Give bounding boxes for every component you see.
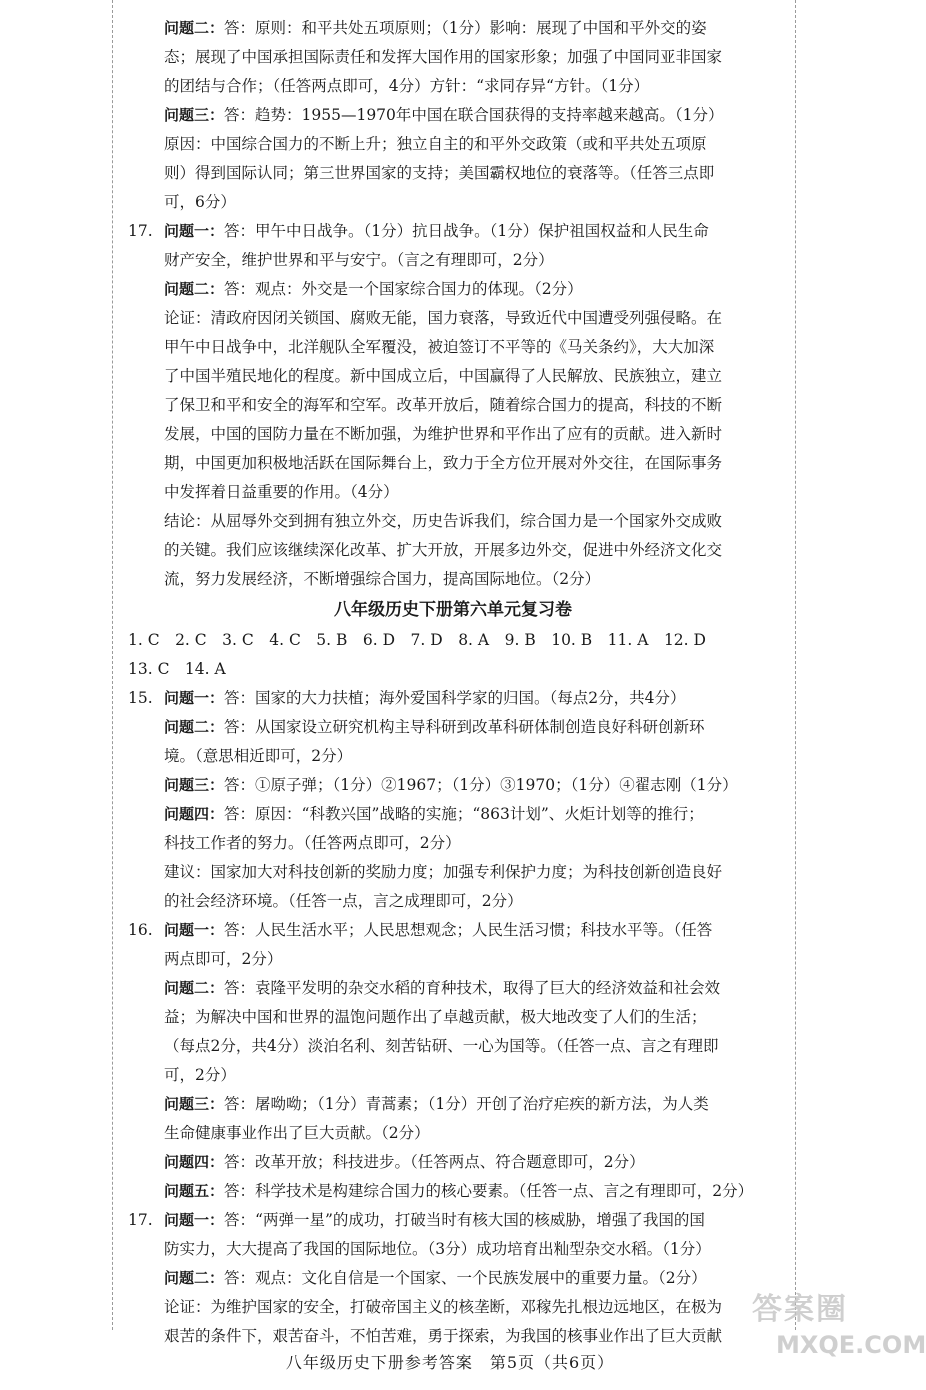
answer-line	[128, 130, 778, 159]
answer-text: 艰苦的条件下，艰苦奋斗，不怕苦难，勇于探索，为我国的核事业作出了巨大贡献	[164, 1327, 723, 1345]
answer-text: 建议：国家加大对科技创新的奖励力度；加强专利保护力度；为科技创新创造良好	[164, 863, 723, 881]
section-title: 八年级历史下册第六单元复习卷	[334, 600, 572, 620]
answer-text: 结论：从屈辱外交到拥有独立外交，历史告诉我们，综合国力是一个国家外交成败	[164, 512, 723, 530]
answer-line	[128, 800, 778, 829]
answer-line	[128, 858, 778, 887]
answer-text: 答：观点：外交是一个国家综合国力的体现。（2分）	[224, 280, 583, 298]
answer-text: 答：袁隆平发明的杂交水稻的育种技术，取得了巨大的经济效益和社会效	[224, 979, 721, 997]
question-label: 问题二：	[164, 979, 225, 997]
answer-line	[128, 246, 778, 275]
answer-line	[128, 1032, 778, 1061]
question-label: 问题二：	[164, 1269, 225, 1287]
answer-block-unit5	[128, 14, 778, 594]
watermark-text: 答案圈	[752, 1292, 848, 1327]
answer-text: 发展，中国的国防力量在不断加强，为维护世界和平作出了应有的贡献。进入新时	[164, 425, 723, 443]
answer-text: 答：趋势：1955—1970年中国在联合国获得的支持率越来越高。（1分）	[224, 106, 724, 124]
answer-line	[128, 713, 778, 742]
answer-text: 两点即可，2分）	[164, 950, 283, 968]
answer-line	[128, 945, 778, 974]
answer-line	[128, 742, 778, 771]
answer-line	[128, 420, 778, 449]
multiple-choice-answers	[128, 626, 778, 684]
answer-block-unit6	[128, 684, 778, 1351]
answer-text: 答：“两弹一星”的成功，打破当时有核大国的核威胁，增强了我国的国	[224, 1211, 705, 1229]
answer-text: 态；展现了中国承担国际责任和发挥大国作用的国家形象；加强了中国同亚非国家	[164, 48, 723, 66]
answer-text: 答：人民生活水平；人民思想观念；人民生活习惯；科技水平等。（任答	[224, 921, 713, 939]
answer-text: 的关键。我们应该继续深化改革、扩大开放，开展多边外交，促进中外经济文化交	[164, 541, 723, 559]
question-label: 问题一：	[164, 222, 225, 240]
answer-line	[128, 1264, 778, 1293]
question-number: 15.	[128, 689, 153, 707]
question-label: 问题三：	[164, 776, 225, 794]
question-label: 问题二：	[164, 19, 225, 37]
answer-text: 原因：中国综合国力的不断上升；独立自主的和平外交政策（或和平共处五项原	[164, 135, 707, 153]
answer-line	[128, 159, 778, 188]
mc-line: 13. C 14. A	[128, 660, 226, 678]
answer-line	[128, 72, 778, 101]
answer-line	[128, 362, 778, 391]
question-label: 问题三：	[164, 106, 225, 124]
answer-text: 论证：清政府因闭关锁国、腐败无能，国力衰落，导致近代中国遭受列强侵略。在	[164, 309, 723, 327]
answer-text: 论证：为维护国家的安全，打破帝国主义的核垄断，邓稼先扎根边远地区，在极为	[164, 1298, 723, 1316]
answer-line	[128, 684, 778, 713]
answer-text: 流，努力发展经济，不断增强综合国力，提高国际地位。（2分）	[164, 570, 601, 588]
question-label: 问题一：	[164, 689, 225, 707]
question-label: 问题三：	[164, 1095, 225, 1113]
answer-text: 的社会经济环境。（任答一点，言之成理即可，2分）	[164, 892, 523, 910]
question-number: 16.	[128, 921, 153, 939]
answer-line	[128, 275, 778, 304]
answer-line	[128, 101, 778, 130]
answer-text: 中发挥着日益重要的作用。（4分）	[164, 483, 399, 501]
answer-line	[128, 565, 778, 594]
answer-text: 境。（意思相近即可，2分）	[164, 747, 353, 765]
answer-text: 甲午中日战争中，北洋舰队全军覆没，被迫签订不平等的《马关条约》，大大加深	[164, 338, 715, 356]
answer-text: （每点2分，共4分）淡泊名利、刻苦钻研、一心为国等。（任答一点、言之有理即	[164, 1037, 719, 1055]
answer-text: 了保卫和平和安全的海军和空军。改革开放后，随着综合国力的提高，科技的不断	[164, 396, 723, 414]
answer-line	[128, 304, 778, 333]
mc-line: 1. C 2. C 3. C 4. C 5. B 6. D 7. D 8. A 9. B 10. B 11. A 12. D	[128, 631, 706, 649]
answer-text: 则）得到国际认同；第三世界国家的支持；美国霸权地位的衰落等。（任答三点即	[164, 164, 715, 182]
question-label: 问题四：	[164, 805, 225, 823]
question-label: 问题二：	[164, 718, 225, 736]
answer-line	[128, 1090, 778, 1119]
answer-line	[128, 217, 778, 246]
answer-line	[128, 887, 778, 916]
answer-content	[128, 14, 778, 1351]
answer-line	[128, 1235, 778, 1264]
answer-line	[128, 1322, 778, 1351]
answer-line	[128, 829, 778, 858]
answer-text: 答：甲午中日战争。（1分）抗日战争。（1分）保护祖国权益和人民生命	[224, 222, 709, 240]
question-label: 问题四：	[164, 1153, 225, 1171]
question-number: 17.	[128, 222, 153, 240]
answer-text: 益；为解决中国和世界的温饱问题作出了卓越贡献，极大地改变了人们的生活；	[164, 1008, 707, 1026]
answer-line	[128, 188, 778, 217]
watermark-logo	[752, 1290, 926, 1380]
question-label: 问题五：	[164, 1182, 225, 1200]
answer-line	[128, 43, 778, 72]
answer-line	[128, 478, 778, 507]
answer-line	[128, 1177, 778, 1206]
answer-line	[128, 1293, 778, 1322]
answer-line	[128, 1061, 778, 1090]
answer-line	[128, 1148, 778, 1177]
answer-line	[128, 1003, 778, 1032]
answer-line	[128, 916, 778, 945]
answer-line	[128, 536, 778, 565]
answer-line	[128, 14, 778, 43]
answer-text: 答：改革开放；科技进步。（任答两点、符合题意即可，2分）	[224, 1153, 645, 1171]
right-margin-line	[795, 0, 796, 1330]
answer-text: 答：国家的大力扶植；海外爱国科学家的归国。（每点2分，共4分）	[224, 689, 686, 707]
answer-line	[128, 1119, 778, 1148]
answer-text: 的团结与合作；（任答两点即可，4分）方针：“求同存异“方针。（1分）	[164, 77, 650, 95]
answer-line	[128, 449, 778, 478]
answer-text: 答：①原子弹；（1分）②1967；（1分）③1970；（1分）④翟志刚（1分）	[224, 776, 738, 794]
answer-text: 答：从国家设立研究机构主导科研到改革科研体制创造良好科研创新环	[224, 718, 705, 736]
answer-line	[128, 507, 778, 536]
answer-text: 可，2分）	[164, 1066, 236, 1084]
answer-line	[128, 391, 778, 420]
question-number: 17.	[128, 1211, 153, 1229]
answer-text: 了中国半殖民地化的程度。新中国成立后，中国赢得了人民解放、民族独立，建立	[164, 367, 723, 385]
page-footer: 八年级历史下册参考答案 第5页（共6页）	[285, 1353, 615, 1372]
answer-line	[128, 1206, 778, 1235]
answer-text: 防实力，大大提高了我国的国际地位。（3分）成功培育出籼型杂交水稻。（1分）	[164, 1240, 711, 1258]
answer-text: 生命健康事业作出了巨大贡献。（2分）	[164, 1124, 430, 1142]
answer-text: 科技工作者的努力。（任答两点即可，2分）	[164, 834, 461, 852]
question-label: 问题一：	[164, 1211, 225, 1229]
answer-text: 可，6分）	[164, 193, 236, 211]
answer-text: 答：屠呦呦；（1分）青蒿素；（1分）开创了治疗疟疾的新方法，为人类	[224, 1095, 709, 1113]
question-label: 问题二：	[164, 280, 225, 298]
question-label: 问题一：	[164, 921, 225, 939]
answer-text: 期，中国更加积极地活跃在国际舞台上，致力于全方位开展对外交往，在国际事务	[164, 454, 723, 472]
answer-text: 答：观点：文化自信是一个国家、一个民族发展中的重要力量。（2分）	[224, 1269, 707, 1287]
answer-text: 答：原因：“科教兴国”战略的实施；“863计划”、火炬计划等的推行；	[224, 805, 704, 823]
answer-line	[128, 974, 778, 1003]
answer-text: 答：科学技术是构建综合国力的核心要素。（任答一点、言之有理即可，2分）	[224, 1182, 754, 1200]
answer-text: 答：原则：和平共处五项原则；（1分）影响：展现了中国和平外交的姿	[224, 19, 707, 37]
watermark-url: MXQE.COM	[776, 1331, 926, 1359]
left-margin-line	[112, 0, 113, 1330]
answer-text: 财产安全，维护世界和平与安宁。（言之有理即可，2分）	[164, 251, 554, 269]
answer-line	[128, 771, 778, 800]
answer-line	[128, 333, 778, 362]
